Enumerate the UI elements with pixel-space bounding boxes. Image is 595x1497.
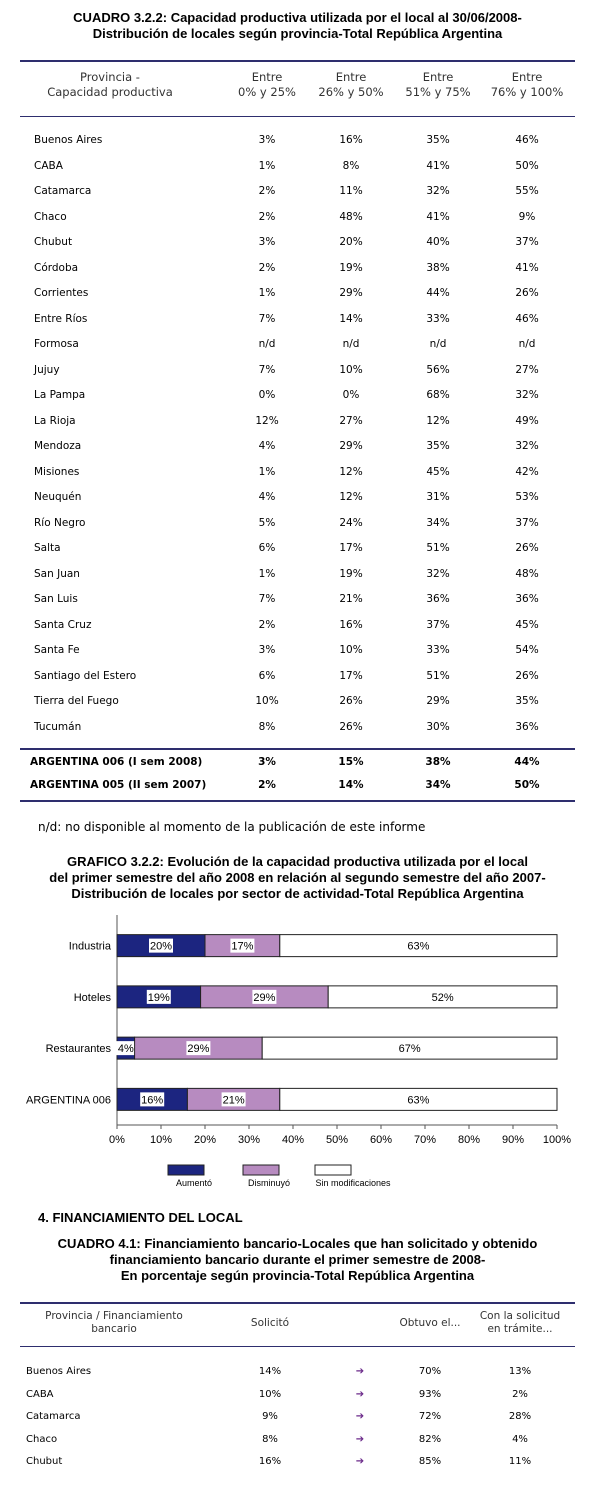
value-cell: 16% bbox=[258, 1456, 282, 1467]
value-cell: 32% bbox=[515, 440, 539, 452]
value-cell: 3% bbox=[258, 236, 276, 248]
x-tick-label: 70% bbox=[413, 1134, 437, 1146]
total-label-cell: ARGENTINA 005 (II sem 2007) bbox=[30, 779, 207, 791]
table-row bbox=[0, 1362, 595, 1382]
value-cell: 2% bbox=[258, 618, 276, 631]
value-cell: 0% bbox=[258, 389, 276, 401]
province-cell: Buenos Aires bbox=[26, 1366, 92, 1377]
value-cell: 45% bbox=[426, 465, 450, 478]
province-cell: Santa Fe bbox=[34, 644, 80, 656]
total-row bbox=[0, 752, 595, 772]
value-cell: 16% bbox=[339, 618, 363, 631]
value-cell: 24% bbox=[339, 516, 363, 529]
value-cell: 42% bbox=[515, 465, 539, 478]
section-4-heading: 4. FINANCIAMIENTO DEL LOCAL bbox=[38, 1210, 243, 1225]
total-value-cell: 15% bbox=[338, 756, 364, 768]
province-cell: Tucumán bbox=[34, 720, 82, 733]
table-row bbox=[0, 462, 595, 482]
data-label: 21% bbox=[222, 1094, 245, 1107]
table1-body bbox=[0, 130, 595, 740]
data-label: 29% bbox=[253, 991, 276, 1004]
value-cell: 4% bbox=[512, 1433, 528, 1445]
province-cell: Formosa bbox=[34, 338, 79, 350]
arrow-right-icon: ➔ bbox=[355, 1366, 365, 1377]
data-label: 52% bbox=[431, 991, 454, 1004]
x-tick-label: 80% bbox=[457, 1134, 481, 1146]
table-row bbox=[0, 589, 595, 609]
value-cell: 72% bbox=[418, 1411, 442, 1422]
value-cell: 20% bbox=[339, 236, 363, 248]
value-cell: 12% bbox=[426, 414, 450, 427]
value-cell: 38% bbox=[426, 261, 450, 274]
value-cell: 44% bbox=[426, 287, 450, 299]
stacked-bar-chart bbox=[0, 900, 595, 1200]
value-cell: n/d bbox=[429, 338, 447, 350]
table-row bbox=[0, 666, 595, 686]
value-cell: 2% bbox=[512, 1388, 528, 1400]
total-value-cell: 2% bbox=[258, 779, 276, 791]
legend-swatch bbox=[168, 1165, 204, 1175]
chart-title-line-1: GRAFICO 3.2.2: Evolución de la capacidad productiva utilizada por el local bbox=[67, 854, 528, 869]
chart-title bbox=[0, 854, 595, 902]
table1-header-0-25: Entre 0% y 25% bbox=[238, 70, 296, 99]
data-label: 20% bbox=[149, 940, 173, 953]
table1-header-rule bbox=[20, 116, 575, 117]
value-cell: 32% bbox=[426, 567, 450, 580]
total-value-cell: 38% bbox=[425, 756, 451, 768]
table-row bbox=[0, 487, 595, 507]
value-cell: 13% bbox=[508, 1366, 532, 1377]
value-cell: 10% bbox=[339, 644, 363, 656]
table-row bbox=[0, 1407, 595, 1427]
value-cell: 1% bbox=[258, 159, 276, 172]
value-cell: 48% bbox=[339, 210, 363, 223]
data-label: 17% bbox=[231, 940, 254, 953]
province-cell: Chubut bbox=[34, 236, 73, 248]
value-cell: 1% bbox=[258, 465, 276, 478]
value-cell: 3% bbox=[258, 644, 276, 656]
total-value-cell: 34% bbox=[425, 779, 451, 791]
category-label: Hoteles bbox=[73, 991, 111, 1004]
legend-label: Sin modificaciones bbox=[315, 1178, 391, 1188]
value-cell: 35% bbox=[426, 440, 450, 452]
value-cell: 11% bbox=[339, 185, 363, 197]
total-value-cell: 50% bbox=[514, 779, 540, 791]
value-cell: 53% bbox=[515, 491, 539, 503]
table2-header-solicito: Solicitó bbox=[250, 1317, 290, 1329]
category-label: Restaurantes bbox=[45, 1043, 111, 1056]
table-row bbox=[0, 1430, 595, 1450]
chart-title-line-2: del primer semestre del año 2008 en relación al segundo semestre del año 2007- bbox=[49, 870, 546, 885]
province-cell: CABA bbox=[34, 159, 63, 172]
value-cell: 34% bbox=[426, 516, 450, 529]
table2-header-obtuvo: Obtuvo el... bbox=[399, 1317, 461, 1329]
table1-note: n/d: no disponible al momento de la publicación de este informe bbox=[38, 820, 426, 834]
value-cell: 10% bbox=[255, 695, 279, 707]
value-cell: 6% bbox=[258, 669, 276, 682]
table-row bbox=[0, 385, 595, 405]
value-cell: 46% bbox=[515, 134, 539, 146]
table2-title bbox=[0, 1236, 595, 1284]
value-cell: 35% bbox=[515, 695, 539, 707]
table-row bbox=[0, 436, 595, 456]
value-cell: 5% bbox=[258, 516, 276, 529]
value-cell: 29% bbox=[339, 440, 363, 452]
value-cell: 48% bbox=[515, 567, 539, 580]
value-cell: 33% bbox=[426, 312, 450, 325]
table1-bottom-rule bbox=[20, 800, 575, 802]
value-cell: 37% bbox=[515, 516, 539, 529]
value-cell: n/d bbox=[518, 338, 536, 350]
value-cell: 3% bbox=[258, 134, 276, 146]
value-cell: 1% bbox=[258, 287, 276, 299]
province-cell: Catamarca bbox=[34, 185, 92, 197]
value-cell: 41% bbox=[426, 159, 450, 172]
value-cell: 29% bbox=[426, 695, 450, 707]
value-cell: 2% bbox=[258, 210, 276, 223]
data-label: 63% bbox=[407, 1094, 430, 1107]
value-cell: 32% bbox=[515, 389, 539, 401]
value-cell: 12% bbox=[339, 465, 363, 478]
table2-title-line-2: financiamiento bancario durante el primer semestre de 2008- bbox=[109, 1252, 486, 1267]
table-row bbox=[0, 156, 595, 176]
x-tick-label: 0% bbox=[109, 1134, 125, 1146]
table1-title-line-2: Distribución de locales según provincia-Total República Argentina bbox=[92, 26, 503, 41]
total-row bbox=[0, 775, 595, 795]
value-cell: 36% bbox=[426, 593, 450, 605]
table1-title bbox=[0, 10, 595, 42]
province-cell: Neuquén bbox=[34, 491, 82, 503]
x-tick-label: 60% bbox=[369, 1134, 393, 1146]
total-label-cell: ARGENTINA 006 (I sem 2008) bbox=[30, 756, 203, 768]
table-row bbox=[0, 309, 595, 329]
value-cell: 27% bbox=[339, 414, 363, 427]
table-row bbox=[0, 258, 595, 278]
province-cell: Misiones bbox=[34, 465, 80, 478]
table2-header-tramite: Con la solicitud en trámite... bbox=[479, 1310, 561, 1335]
value-cell: 7% bbox=[258, 363, 276, 376]
table-row bbox=[0, 1385, 595, 1405]
legend-label: Disminuyó bbox=[247, 1178, 291, 1188]
value-cell: 41% bbox=[426, 210, 450, 223]
value-cell: 10% bbox=[258, 1388, 282, 1400]
value-cell: 21% bbox=[339, 593, 363, 605]
table-row bbox=[0, 283, 595, 303]
value-cell: 56% bbox=[426, 363, 450, 376]
value-cell: 2% bbox=[258, 185, 276, 197]
value-cell: 31% bbox=[426, 491, 450, 503]
table-row bbox=[0, 513, 595, 533]
province-cell: Santiago del Estero bbox=[34, 669, 137, 682]
province-cell: Jujuy bbox=[34, 363, 60, 376]
arrow-right-icon: ➔ bbox=[355, 1388, 365, 1400]
table-row bbox=[0, 181, 595, 201]
x-tick-label: 100% bbox=[542, 1134, 572, 1146]
table-row bbox=[0, 538, 595, 558]
x-tick-label: 40% bbox=[281, 1134, 305, 1146]
value-cell: 9% bbox=[262, 1411, 278, 1422]
province-cell: CABA bbox=[26, 1388, 54, 1400]
table-row bbox=[0, 640, 595, 660]
value-cell: 45% bbox=[515, 618, 539, 631]
value-cell: 68% bbox=[426, 389, 450, 401]
value-cell: 70% bbox=[418, 1366, 442, 1377]
value-cell: 26% bbox=[515, 669, 539, 682]
province-cell: Santa Cruz bbox=[34, 618, 92, 631]
value-cell: 46% bbox=[515, 312, 539, 325]
province-cell: Salta bbox=[34, 542, 61, 554]
value-cell: 7% bbox=[258, 593, 276, 605]
value-cell: 51% bbox=[426, 669, 450, 682]
value-cell: 7% bbox=[258, 312, 276, 325]
value-cell: 26% bbox=[339, 720, 363, 733]
value-cell: 10% bbox=[339, 363, 363, 376]
table-row bbox=[0, 564, 595, 584]
value-cell: 51% bbox=[426, 542, 450, 554]
value-cell: 30% bbox=[426, 720, 450, 733]
value-cell: 35% bbox=[426, 134, 450, 146]
data-label: 29% bbox=[187, 1043, 210, 1056]
value-cell: 17% bbox=[339, 669, 363, 682]
value-cell: 1% bbox=[258, 567, 276, 580]
value-cell: 27% bbox=[515, 363, 539, 376]
value-cell: 19% bbox=[339, 567, 363, 580]
value-cell: 40% bbox=[426, 236, 450, 248]
table-row bbox=[0, 615, 595, 635]
value-cell: 41% bbox=[515, 261, 539, 274]
data-label: 19% bbox=[147, 991, 170, 1004]
value-cell: 11% bbox=[508, 1456, 532, 1467]
value-cell: 29% bbox=[339, 287, 363, 299]
x-tick-label: 10% bbox=[149, 1134, 173, 1146]
table-row bbox=[0, 411, 595, 431]
province-cell: Entre Ríos bbox=[34, 312, 88, 325]
x-tick-label: 30% bbox=[237, 1134, 261, 1146]
province-cell: Chaco bbox=[26, 1433, 58, 1445]
province-cell: Chubut bbox=[26, 1456, 63, 1467]
table1-title-line-1: CUADRO 3.2.2: Capacidad productiva utilizada por el local al 30/06/2008- bbox=[73, 10, 522, 25]
table-row bbox=[0, 232, 595, 252]
province-cell: San Juan bbox=[34, 567, 80, 580]
value-cell: 85% bbox=[418, 1456, 442, 1467]
table-row bbox=[0, 1452, 595, 1472]
province-cell: San Luis bbox=[34, 593, 78, 605]
value-cell: 4% bbox=[258, 491, 276, 503]
table2-body bbox=[0, 1362, 595, 1482]
value-cell: 33% bbox=[426, 644, 450, 656]
province-cell: Río Negro bbox=[34, 516, 86, 529]
value-cell: n/d bbox=[342, 338, 360, 350]
value-cell: 8% bbox=[258, 720, 276, 733]
value-cell: 4% bbox=[258, 440, 276, 452]
province-cell: Tierra del Fuego bbox=[34, 695, 119, 707]
x-tick-label: 90% bbox=[501, 1134, 525, 1146]
table1-top-rule bbox=[20, 60, 575, 62]
value-cell: 9% bbox=[518, 210, 536, 223]
arrow-right-icon: ➔ bbox=[355, 1433, 365, 1445]
value-cell: 26% bbox=[515, 287, 539, 299]
table1-totals-rule bbox=[20, 748, 575, 750]
legend-swatch bbox=[243, 1165, 279, 1175]
table-row bbox=[0, 130, 595, 150]
value-cell: 16% bbox=[339, 134, 363, 146]
category-label: ARGENTINA 006 bbox=[26, 1094, 111, 1107]
table1-header-26-50: Entre 26% y 50% bbox=[318, 70, 384, 99]
table-row bbox=[0, 334, 595, 354]
value-cell: 37% bbox=[515, 236, 539, 248]
data-label: 67% bbox=[398, 1043, 421, 1056]
value-cell: 12% bbox=[255, 414, 279, 427]
value-cell: 26% bbox=[339, 695, 363, 707]
x-tick-label: 50% bbox=[325, 1134, 349, 1146]
value-cell: 14% bbox=[339, 312, 363, 325]
legend-swatch bbox=[315, 1165, 351, 1175]
value-cell: n/d bbox=[258, 338, 276, 350]
value-cell: 12% bbox=[339, 491, 363, 503]
value-cell: 14% bbox=[258, 1366, 282, 1377]
table-row bbox=[0, 360, 595, 380]
value-cell: 0% bbox=[342, 389, 360, 401]
value-cell: 19% bbox=[339, 261, 363, 274]
table2-top-rule bbox=[20, 1302, 575, 1304]
table2-title-line-1: CUADRO 4.1: Financiamiento bancario-Locales que han solicitado y obtenido bbox=[57, 1236, 538, 1251]
data-label: 16% bbox=[141, 1094, 164, 1107]
value-cell: 54% bbox=[515, 644, 539, 656]
value-cell: 6% bbox=[258, 542, 276, 554]
value-cell: 2% bbox=[258, 261, 276, 274]
table2-header-rule bbox=[20, 1346, 575, 1347]
value-cell: 32% bbox=[426, 185, 450, 197]
value-cell: 49% bbox=[515, 414, 539, 427]
arrow-right-icon: ➔ bbox=[355, 1456, 365, 1467]
value-cell: 50% bbox=[515, 159, 539, 172]
legend-label: Aumentó bbox=[175, 1178, 213, 1188]
table-row bbox=[0, 691, 595, 711]
value-cell: 82% bbox=[418, 1433, 442, 1445]
province-cell: Buenos Aires bbox=[34, 134, 103, 146]
value-cell: 8% bbox=[262, 1433, 278, 1445]
table1-totals bbox=[0, 752, 595, 798]
value-cell: 55% bbox=[515, 185, 539, 197]
province-cell: Mendoza bbox=[34, 440, 82, 452]
table2-title-line-3: En porcentaje según provincia-Total República Argentina bbox=[120, 1268, 475, 1283]
value-cell: 93% bbox=[418, 1388, 442, 1400]
arrow-right-icon: ➔ bbox=[355, 1411, 365, 1422]
chart-title-line-3: Distribución de locales por sector de actividad-Total República Argentina bbox=[71, 886, 524, 901]
total-value-cell: 14% bbox=[338, 779, 364, 791]
value-cell: 37% bbox=[426, 618, 450, 631]
value-cell: 36% bbox=[515, 593, 539, 605]
value-cell: 28% bbox=[508, 1411, 532, 1422]
x-tick-label: 20% bbox=[193, 1134, 217, 1146]
province-cell: Catamarca bbox=[26, 1411, 81, 1422]
table1-header-76-100: Entre 76% y 100% bbox=[490, 70, 564, 99]
data-label: 4% bbox=[117, 1043, 134, 1056]
province-cell: Corrientes bbox=[34, 287, 89, 299]
value-cell: 26% bbox=[515, 542, 539, 554]
data-label: 63% bbox=[407, 940, 430, 953]
table-row bbox=[0, 207, 595, 227]
table1-header-51-75: Entre 51% y 75% bbox=[405, 70, 471, 99]
category-label: Industria bbox=[68, 940, 111, 953]
province-cell: Chaco bbox=[34, 210, 67, 223]
total-value-cell: 3% bbox=[258, 756, 276, 768]
value-cell: 17% bbox=[339, 542, 363, 554]
province-cell: La Pampa bbox=[34, 389, 86, 401]
province-cell: La Rioja bbox=[34, 414, 76, 427]
value-cell: 8% bbox=[342, 159, 360, 172]
table1-header-province: Provincia - Capacidad productiva bbox=[47, 70, 173, 99]
value-cell: 36% bbox=[515, 720, 539, 733]
table-row bbox=[0, 717, 595, 737]
table2-header-province: Provincia / Financiamiento bancario bbox=[45, 1310, 183, 1335]
province-cell: Córdoba bbox=[34, 261, 79, 274]
total-value-cell: 44% bbox=[514, 756, 540, 768]
